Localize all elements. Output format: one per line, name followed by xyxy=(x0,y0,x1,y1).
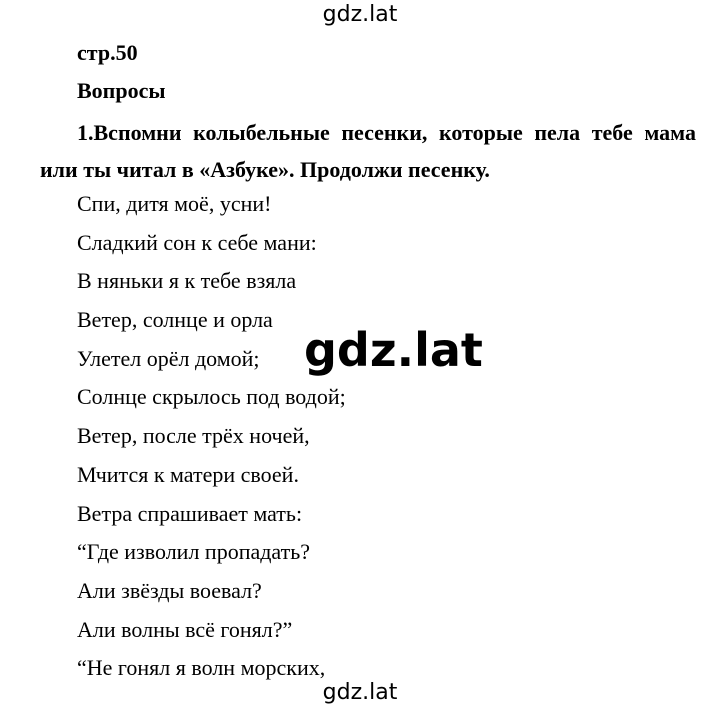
section-title: Вопросы xyxy=(77,78,166,103)
poem-line: В няньки я к тебе взяла xyxy=(77,268,297,294)
poem xyxy=(77,185,346,688)
poem-line: Али волны всё гонял?” xyxy=(77,616,293,642)
poem-line: “Где изволил пропадать? xyxy=(77,539,311,565)
poem-line: Спи, дитя моё, усни! xyxy=(77,191,272,216)
poem-line: “Не гонял я волн морских, xyxy=(77,655,326,681)
poem-line: Мчится к матери своей. xyxy=(77,461,299,487)
watermark-bottom: gdz.lat xyxy=(322,680,398,705)
poem-line: Ветра спрашивает мать: xyxy=(77,500,303,526)
poem-line: Ветер, после трёх ночей, xyxy=(77,423,310,449)
question-text: 1.Вспомни колыбельные песенки, которые пела тебе мама или ты читал в «Азбуке». Продолжи песенку. xyxy=(40,120,696,182)
poem-line: Солнце скрылось под водой; xyxy=(77,384,346,410)
watermark-center: gdz.lat xyxy=(300,320,487,380)
poem-line: Улетел орёл домой; xyxy=(77,345,260,371)
poem-line: Сладкий сон к себе мани: xyxy=(77,229,317,255)
poem-line: Али звёзды воевал? xyxy=(77,577,262,603)
poem-line: Ветер, солнце и орла xyxy=(77,307,273,333)
page-label: стр.50 xyxy=(77,40,138,65)
watermark-top: gdz.lat xyxy=(322,2,398,27)
